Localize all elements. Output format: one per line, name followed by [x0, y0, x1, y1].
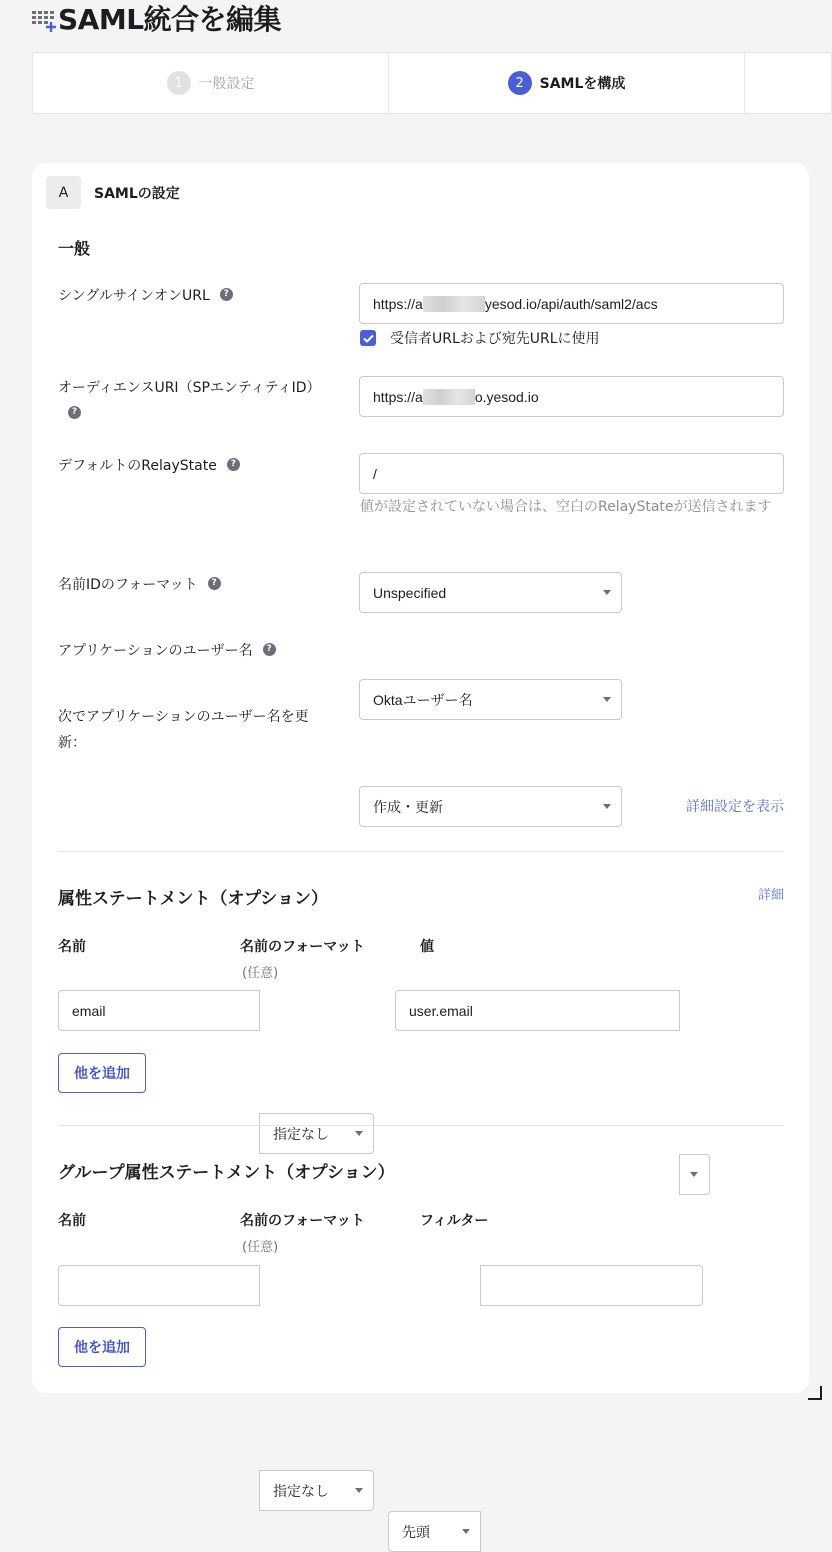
name-id-format-select[interactable]: Unspecified: [359, 572, 622, 613]
col-format-header: 名前のフォーマット: [240, 1213, 365, 1229]
col-filter-header: フィルター: [420, 1213, 489, 1229]
use-recipient-checkbox-row[interactable]: [360, 328, 600, 348]
step-label: SAMLを構成: [539, 76, 626, 92]
attribute-details-link[interactable]: 詳細: [757, 888, 784, 903]
chevron-down-icon: [603, 697, 611, 702]
step-next: [745, 53, 831, 113]
audience-uri-label: オーディエンスURI（SPエンティティID）?: [58, 380, 321, 417]
resize-handle[interactable]: [808, 1386, 822, 1400]
name-id-format-label: 名前IDのフォーマット ?: [58, 572, 328, 598]
col-value-header: 値: [420, 939, 434, 955]
attribute-value-input[interactable]: user.email: [395, 990, 680, 1031]
checkbox-checked-icon[interactable]: [360, 330, 376, 346]
divider: [58, 851, 784, 852]
col-format-header: 名前のフォーマット: [240, 939, 365, 955]
use-recipient-label: 受信者URLおよび宛先URLに使用: [390, 331, 600, 347]
section-title: SAMLの設定: [94, 186, 180, 202]
page-title: SAML統合を編集: [58, 3, 282, 36]
app-username-label: アプリケーションのユーザー名 ?: [58, 638, 328, 664]
group-attribute-name-input[interactable]: [58, 1265, 260, 1306]
add-attribute-button[interactable]: 他を追加: [58, 1053, 146, 1093]
step-general-settings[interactable]: [33, 53, 389, 113]
step-configure-saml[interactable]: [389, 53, 745, 113]
chevron-down-icon: [603, 804, 611, 809]
group-attribute-format-select[interactable]: 指定なし: [259, 1470, 374, 1511]
col-format-sub: (任意): [242, 1240, 279, 1255]
divider: [58, 1125, 784, 1126]
update-username-select[interactable]: 作成・更新: [359, 786, 622, 827]
chevron-down-icon: [355, 1131, 363, 1136]
group-attribute-statements-heading: グループ属性ステートメント（オプション）: [58, 1163, 395, 1183]
chevron-down-icon: [603, 590, 611, 595]
general-heading: 一般: [58, 239, 91, 258]
app-username-select[interactable]: Oktaユーザー名: [359, 679, 622, 720]
col-name-header: 名前: [58, 939, 86, 955]
section-badge: A: [46, 176, 81, 209]
step-label: 一般設定: [198, 76, 255, 92]
help-icon[interactable]: ?: [263, 643, 276, 656]
show-advanced-link[interactable]: 詳細設定を表示: [686, 799, 784, 815]
chevron-down-icon: [690, 1172, 698, 1177]
step-number: 1: [167, 71, 191, 95]
attribute-statements-heading: 属性ステートメント（オプション）: [58, 889, 328, 909]
sso-url-input[interactable]: https://a yesod.io/api/auth/saml2/acs: [359, 283, 784, 324]
redacted-text: [423, 389, 475, 405]
wizard-steps: [32, 52, 832, 114]
grid-add-icon: [32, 8, 56, 32]
attribute-format-select[interactable]: 指定なし: [259, 1113, 374, 1154]
sso-url-label: シングルサインオンURL ?: [58, 283, 328, 309]
help-icon[interactable]: ?: [208, 577, 221, 590]
chevron-down-icon: [355, 1488, 363, 1493]
update-username-label: 次でアプリケーションのユーザー名を更新：: [58, 709, 309, 751]
relay-state-label: デフォルトのRelayState ?: [58, 453, 328, 479]
group-filter-value-input[interactable]: [480, 1265, 703, 1306]
help-icon[interactable]: ?: [227, 458, 240, 471]
relay-state-input[interactable]: /: [359, 453, 784, 494]
group-filter-type-select[interactable]: 先頭: [388, 1511, 481, 1552]
help-icon[interactable]: ?: [220, 288, 233, 301]
col-name-header: 名前: [58, 1213, 86, 1229]
chevron-down-icon: [462, 1529, 470, 1534]
audience-uri-input[interactable]: https://a o.yesod.io: [359, 376, 784, 417]
add-group-attribute-button[interactable]: 他を追加: [58, 1327, 146, 1367]
relay-state-hint: 値が設定されていない場合は、空白のRelayStateが送信されます: [360, 499, 772, 515]
help-icon[interactable]: ?: [68, 406, 81, 419]
redacted-text: [423, 296, 485, 312]
step-number: 2: [508, 71, 532, 95]
col-format-sub: (任意): [242, 966, 279, 981]
attribute-value-dropdown[interactable]: [679, 1154, 710, 1195]
attribute-name-input[interactable]: email: [58, 990, 260, 1031]
